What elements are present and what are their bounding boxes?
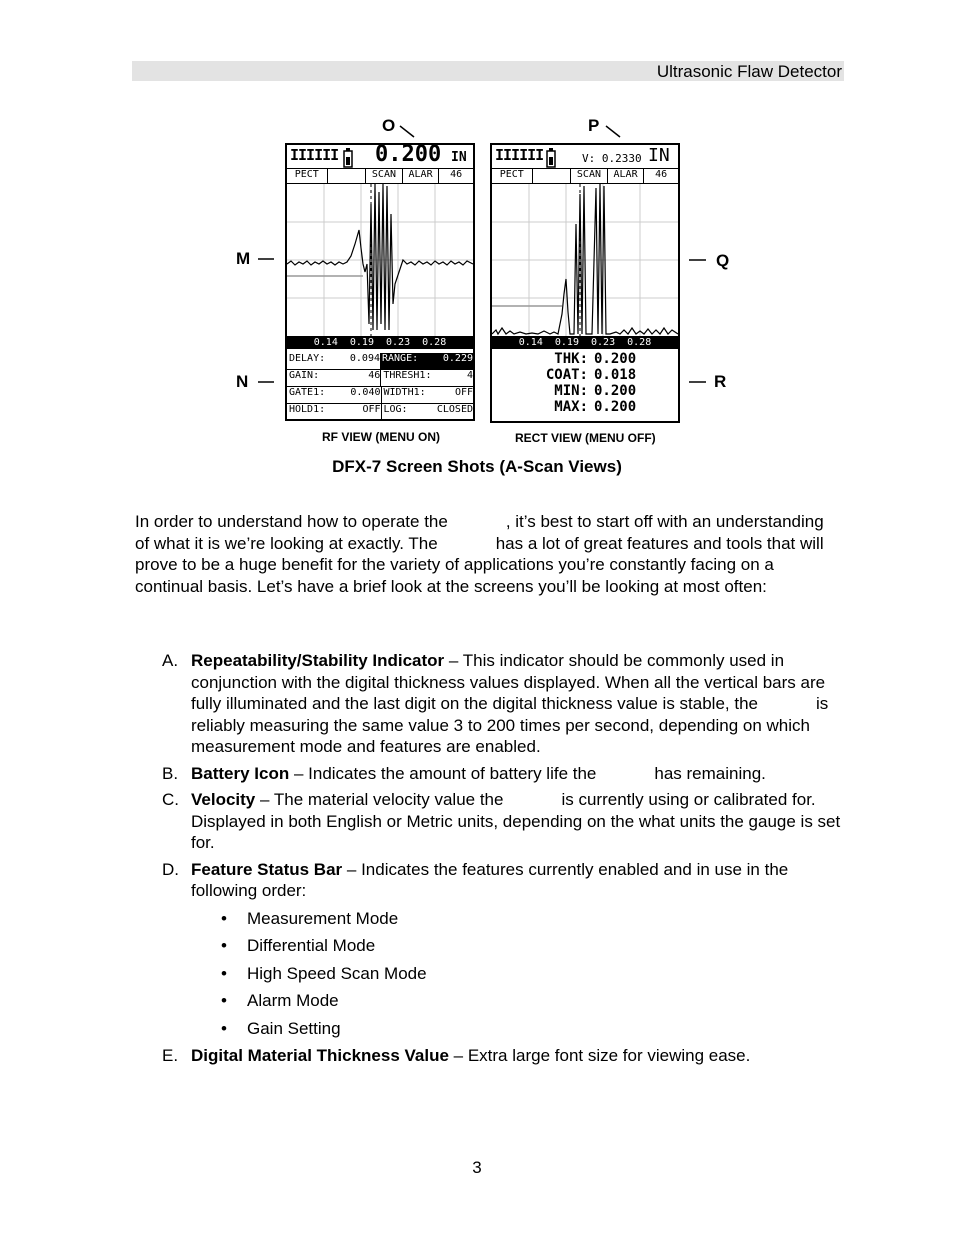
intro-text-1: In order to understand how to operate the — [135, 512, 448, 531]
intro-paragraph — [135, 511, 835, 597]
header-title: Ultrasonic Flaw Detector — [656, 62, 842, 81]
intro-text-2: , it’s best to start off with an understanding of what it is we’re looking at exactly. The — [135, 512, 824, 553]
bullet-item — [162, 908, 852, 930]
bullet-text: Measurement Mode — [247, 908, 399, 928]
rf-waveform — [287, 184, 473, 336]
list-term: Feature Status Bar — [191, 859, 343, 879]
axis-labels: 0.14 0.19 0.23 0.28 — [287, 336, 473, 349]
callout-leaders — [0, 0, 954, 500]
feature-status-bar — [492, 168, 678, 184]
menu-value: OFF — [454, 387, 473, 398]
menu-value: 46 — [368, 370, 381, 381]
status-differential — [328, 169, 367, 183]
list-letter: C. — [162, 790, 179, 809]
repeatability-bars: IIIIII — [495, 146, 544, 164]
reading-value: 0.018 — [594, 367, 637, 383]
feature-status-bar — [287, 168, 473, 184]
status-differential — [533, 169, 572, 183]
reading-row — [492, 351, 678, 367]
bullet-text: Differential Mode — [247, 936, 376, 955]
status-mode: PECT — [287, 169, 328, 183]
reading-row — [492, 367, 678, 383]
menu-row — [287, 353, 473, 370]
menu-value-selected: 0.229 — [429, 353, 473, 369]
list-text: – Indicates the amount of battery life the — [289, 763, 597, 783]
reading-label: MAX: — [554, 399, 588, 415]
rf-view-caption: RF VIEW (MENU ON) — [322, 430, 440, 444]
menu-label: HOLD1: — [289, 404, 326, 415]
status-alarm: ALAR — [403, 169, 440, 183]
status-gain: 46 — [655, 169, 668, 180]
list-term: Battery Icon — [191, 763, 290, 783]
menu-label: DELAY: — [289, 353, 326, 364]
menu-label: GATE1: — [289, 387, 326, 398]
axis-labels: 0.14 0.19 0.23 0.28 — [492, 336, 678, 349]
list-letter: A. — [162, 651, 179, 670]
intro-text-3: has a lot of great features and tools that will prove to be a huge benefit for the variety of applications you’re constantly facing on a continual basis. Let’s have a brief look at the screens you’ll be looking at most often: — [135, 533, 824, 596]
status-scan: SCAN — [366, 169, 403, 183]
bullet-item — [162, 963, 852, 985]
status-alarm: ALAR — [608, 169, 645, 183]
list-item — [162, 763, 852, 785]
list-letter: D. — [162, 859, 179, 879]
readings-panel — [492, 351, 678, 415]
bullet-text: High Speed Scan Mode — [247, 963, 427, 983]
list-item — [162, 650, 852, 758]
list-text: – Extra large font size for viewing ease. — [448, 1046, 751, 1065]
reading-value: 0.200 — [594, 399, 637, 415]
battery-icon — [546, 148, 556, 168]
status-mode: PECT — [492, 169, 533, 183]
reading-row — [492, 399, 678, 415]
bullet-dot: • — [221, 991, 227, 1010]
list-term: Velocity — [191, 790, 256, 809]
page-number: 3 — [472, 1158, 482, 1177]
velocity-value: V: 0.2330 — [582, 152, 642, 165]
menu-label: WIDTH1: — [381, 387, 432, 403]
menu-row — [287, 404, 473, 420]
list-text: – The material velocity value the — [255, 790, 504, 809]
menu-label: GAIN: — [289, 370, 320, 381]
list-item — [162, 859, 852, 902]
menu-value: CLOSED — [436, 404, 473, 415]
bullet-item — [162, 1018, 852, 1040]
menu-label-selected: RANGE: — [380, 353, 429, 369]
menu-value: 0.040 — [350, 387, 381, 398]
callout-m: M — [236, 249, 251, 268]
rect-view-screen — [490, 143, 680, 423]
list-text: has remaining. — [654, 763, 766, 783]
reading-label: COAT: — [545, 367, 588, 383]
bullet-dot: • — [221, 1018, 227, 1038]
rect-view-caption: RECT VIEW (MENU OFF) — [515, 431, 656, 445]
bullet-dot: • — [221, 936, 227, 955]
unit-label: IN — [451, 150, 467, 165]
list-item — [162, 1045, 852, 1067]
list-text: – Indicates the features currently enabled and in use in the following order: — [191, 859, 789, 900]
bullet-item — [162, 935, 852, 957]
reading-label: MIN: — [554, 383, 588, 399]
bullet-text: Alarm Mode — [247, 991, 339, 1010]
callout-p: P — [588, 116, 600, 135]
bullet-dot: • — [221, 908, 227, 928]
list-text: – This indicator should be commonly used in conjunction with the digital thickness values displayed. When all the vertical bars are fully illuminated and the last digit on the digital thickness value is stable, the — [191, 651, 826, 713]
reading-label: THK: — [554, 351, 588, 367]
rf-view-screen — [285, 143, 475, 421]
menu-value: 4 — [466, 370, 473, 381]
list-letter: E. — [162, 1046, 179, 1065]
callout-o: O — [382, 116, 396, 135]
menu-row — [287, 370, 473, 387]
feature-list — [162, 650, 852, 1072]
reading-value: 0.200 — [594, 383, 637, 399]
list-item — [162, 789, 852, 854]
thickness-value: 0.200 — [375, 142, 442, 167]
list-text: is reliably measuring the same value 3 to 200 times per second, depending on which measurement mode and features are enabled. — [191, 694, 829, 756]
unit-label: IN — [648, 145, 670, 166]
callout-q: Q — [716, 251, 730, 270]
repeatability-bars: IIIIII — [290, 146, 339, 164]
menu-table — [287, 353, 473, 420]
bullet-item — [162, 990, 852, 1012]
reading-row — [492, 383, 678, 399]
list-term: Repeatability/Stability Indicator — [191, 651, 445, 670]
rect-waveform — [492, 184, 678, 336]
callout-r: R — [714, 372, 727, 391]
status-scan: SCAN — [571, 169, 608, 183]
bullet-text: Gain Setting — [247, 1018, 341, 1038]
battery-icon — [343, 148, 353, 168]
menu-label: LOG: — [381, 404, 432, 420]
menu-value: OFF — [362, 404, 381, 415]
figure-title: DFX-7 Screen Shots (A-Scan Views) — [332, 457, 622, 476]
menu-value: 0.094 — [349, 353, 380, 364]
menu-label: THRESH1: — [380, 370, 431, 386]
list-letter: B. — [162, 763, 179, 783]
menu-row — [287, 387, 473, 404]
list-term: Digital Material Thickness Value — [191, 1046, 449, 1065]
callout-n: N — [236, 372, 249, 391]
bullet-dot: • — [221, 963, 227, 983]
reading-value: 0.200 — [594, 351, 637, 367]
list-text: is currently using or calibrated for. Displayed in both English or Metric units, depending on the what units the gauge is set for. — [191, 790, 841, 852]
status-gain: 46 — [450, 169, 463, 180]
